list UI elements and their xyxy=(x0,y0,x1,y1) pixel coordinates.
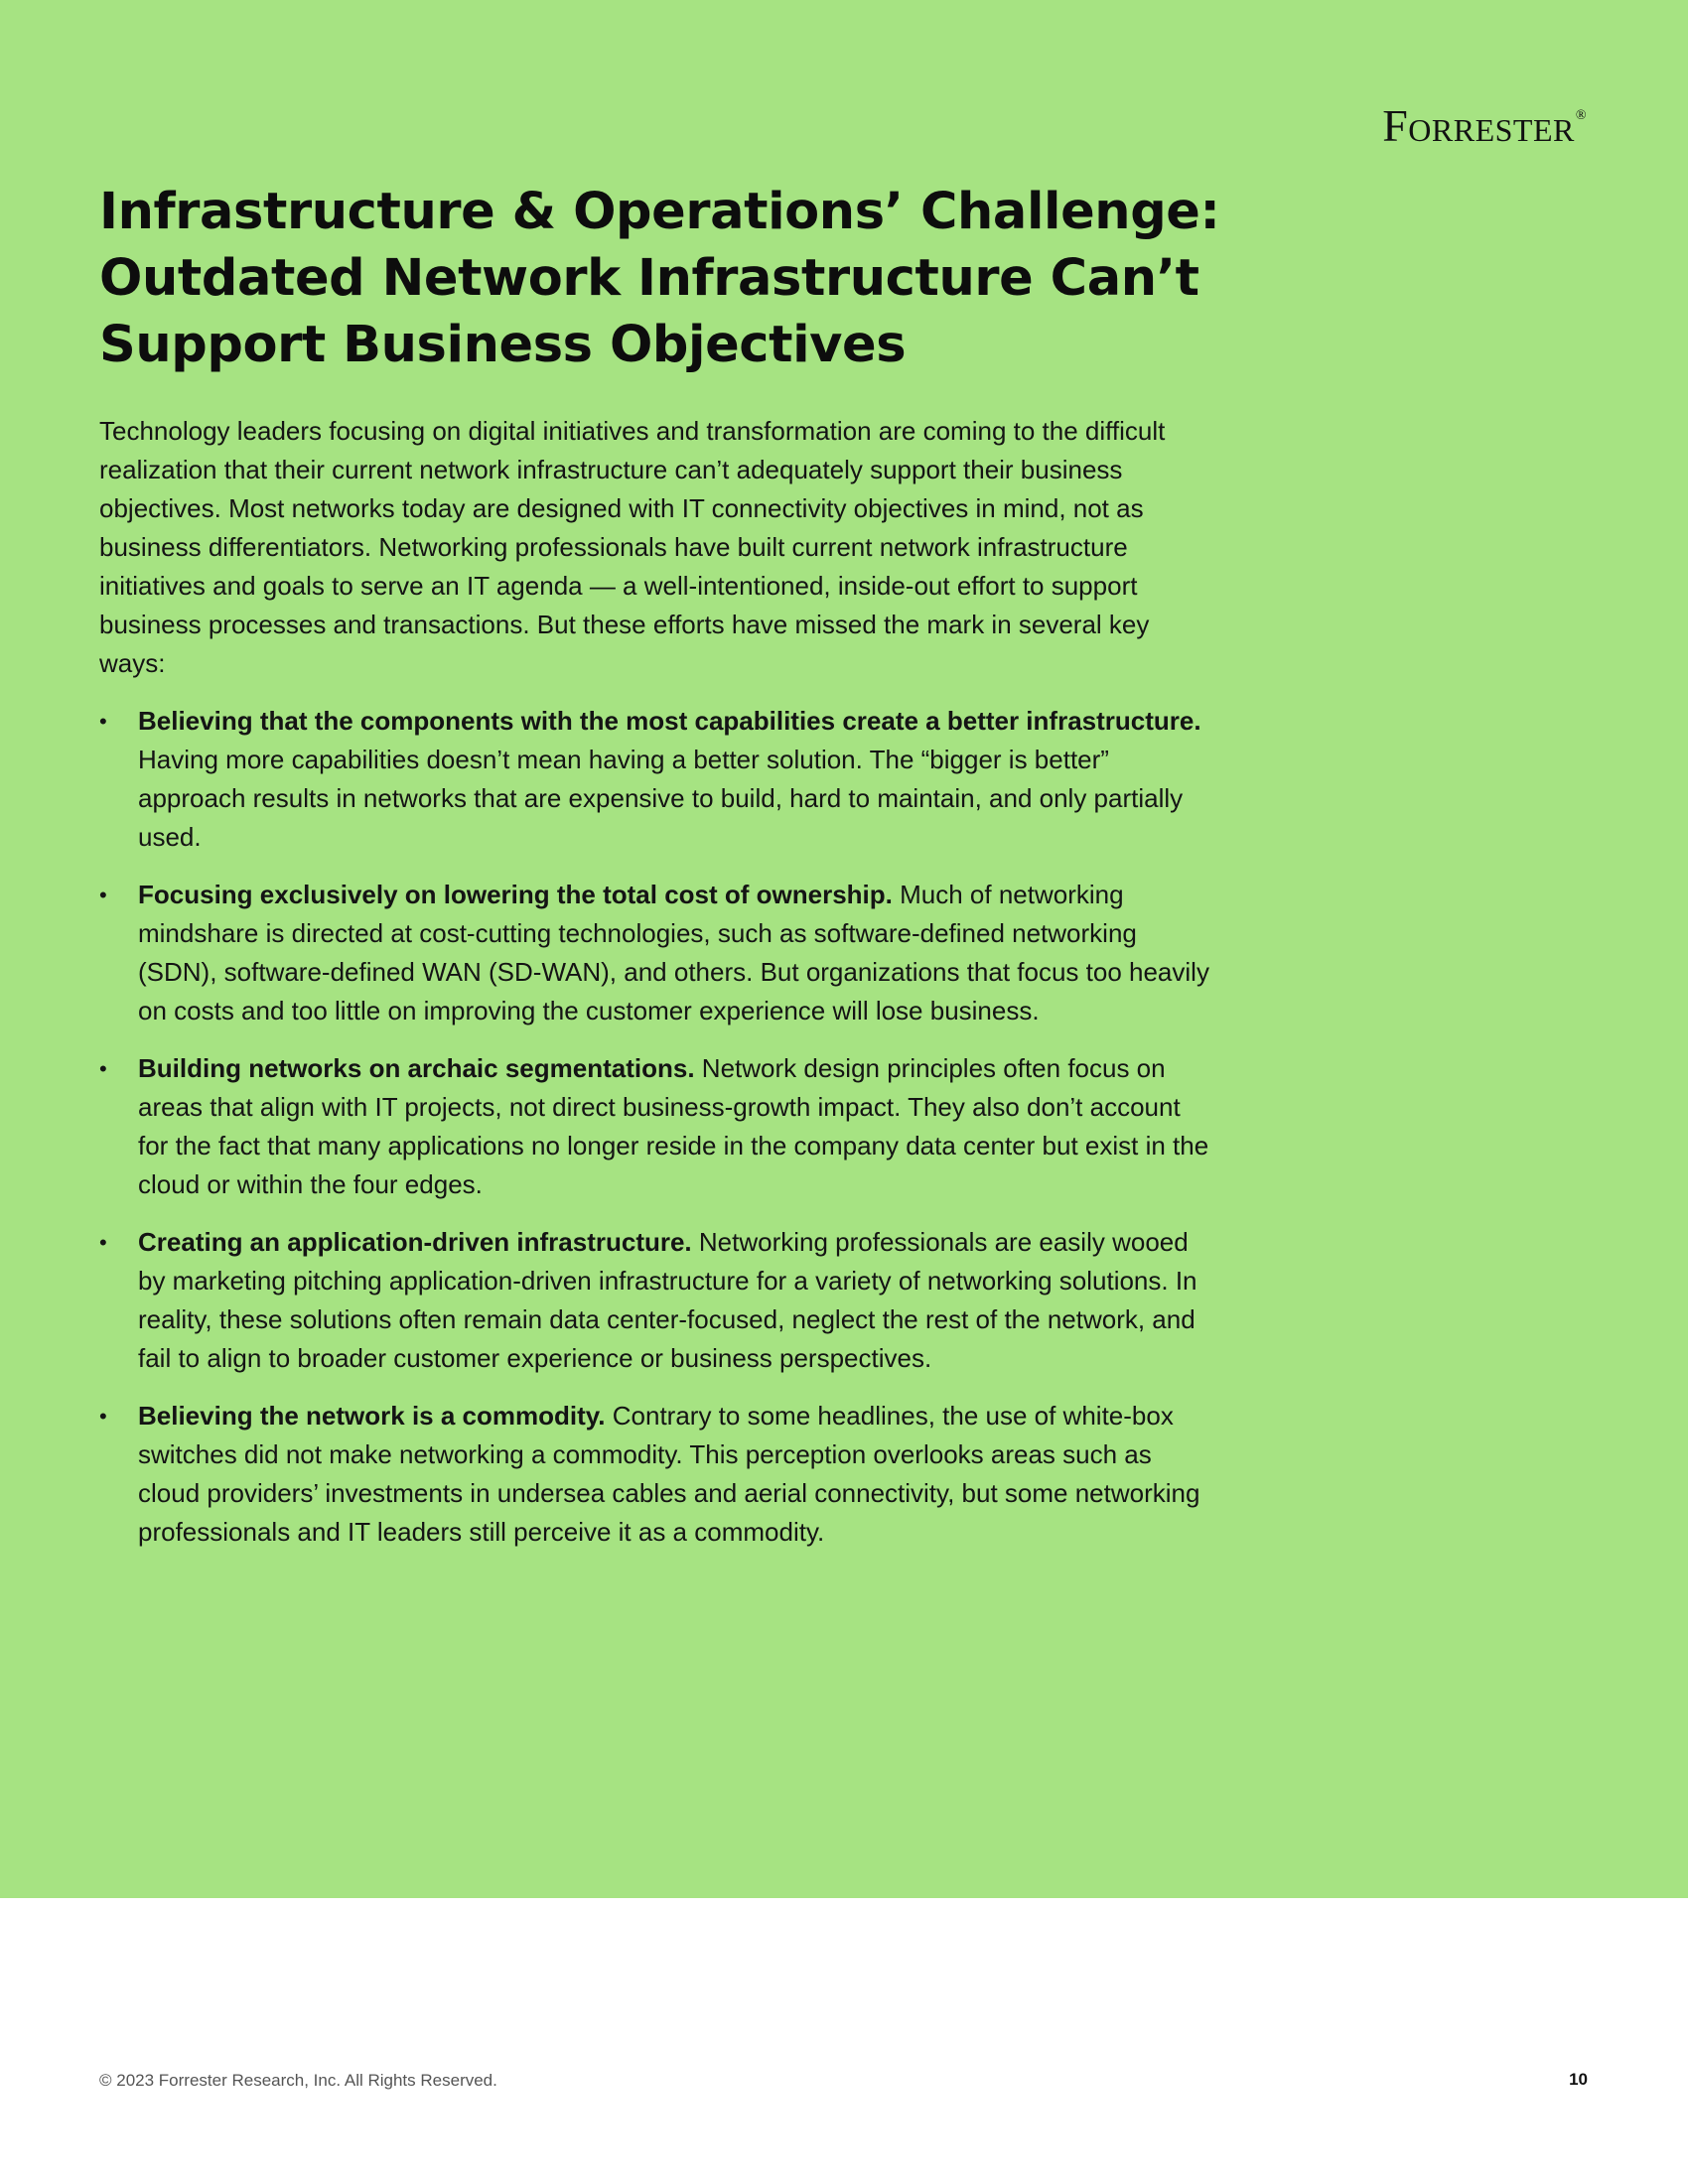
list-item xyxy=(99,1049,1209,1204)
bullet-icon: • xyxy=(99,883,107,907)
bullet-icon: • xyxy=(99,1404,107,1429)
bullet-icon: • xyxy=(99,709,107,734)
bullet-icon: • xyxy=(99,1056,107,1081)
copyright-notice: © 2023 Forrester Research, Inc. All Rights Reserved. xyxy=(99,2071,497,2090)
body-content xyxy=(99,412,1209,1570)
bullet-lead: Believing that the components with the most capabilities create a better infrastructure. xyxy=(138,706,1201,736)
bullet-lead: Building networks on archaic segmentations. xyxy=(138,1053,695,1083)
logo-text: Forrester xyxy=(1382,100,1575,151)
bullet-text: Much of networking mindshare is directed at cost-cutting technologies, such as software-defined networking (SDN), software-defined WAN (SD-WAN), and others. But organizations that focus too heavily on costs and too little on improving the customer experience will lose business. xyxy=(138,880,1209,1025)
forrester-logo xyxy=(1382,100,1587,151)
bullet-text: Network design principles often focus on areas that align with IT projects, not direct business-growth impact. They also don’t account for the fact that many applications no longer reside in the company data center but exist in the cloud or within the four edges. xyxy=(138,1053,1209,1199)
registered-mark: ® xyxy=(1575,108,1587,123)
list-item xyxy=(99,702,1209,857)
list-item xyxy=(99,1223,1209,1378)
bullet-text: Contrary to some headlines, the use of white-box switches did not make networking a commodity. This perception overlooks areas such as cloud providers’ investments in undersea cables and aerial connectivity, but some networking professionals and IT leaders still perceive it as a commodity. xyxy=(138,1401,1200,1547)
list-item xyxy=(99,876,1209,1030)
page-number: 10 xyxy=(1569,2070,1588,2089)
bullet-lead: Believing the network is a commodity. xyxy=(138,1401,606,1431)
bullet-lead: Focusing exclusively on lowering the total cost of ownership. xyxy=(138,880,893,909)
bullet-text: Having more capabilities doesn’t mean having a better solution. The “bigger is better” approach results in networks that are expensive to build, hard to maintain, and only partially used. xyxy=(138,745,1184,852)
bullet-text: Networking professionals are easily wooed by marketing pitching application-driven infrastructure for a variety of networking solutions. In reality, these solutions often remain data center-focused, neglect the rest of the network, and fail to align to broader customer experience or business perspectives. xyxy=(138,1227,1197,1373)
list-item xyxy=(99,1397,1209,1552)
page-title: Infrastructure & Operations’ Challenge: Outdated Network Infrastructure Can’t Support Business Objectives xyxy=(99,183,1220,374)
intro-paragraph: Technology leaders focusing on digital initiatives and transformation are coming to the difficult realization that their current network infrastructure can’t adequately support their business objectives. Most networks today are designed with IT connectivity objectives in mind, not as business differentiators. Networking professionals have built current network infrastructure initiatives and goals to serve an IT agenda — a well-intentioned, inside-out effort to support business processes and transactions. But these efforts have missed the mark in several key ways: xyxy=(99,416,1166,678)
challenge-list xyxy=(99,702,1209,1552)
bullet-icon: • xyxy=(99,1230,107,1255)
bullet-lead: Creating an application-driven infrastructure. xyxy=(138,1227,692,1257)
